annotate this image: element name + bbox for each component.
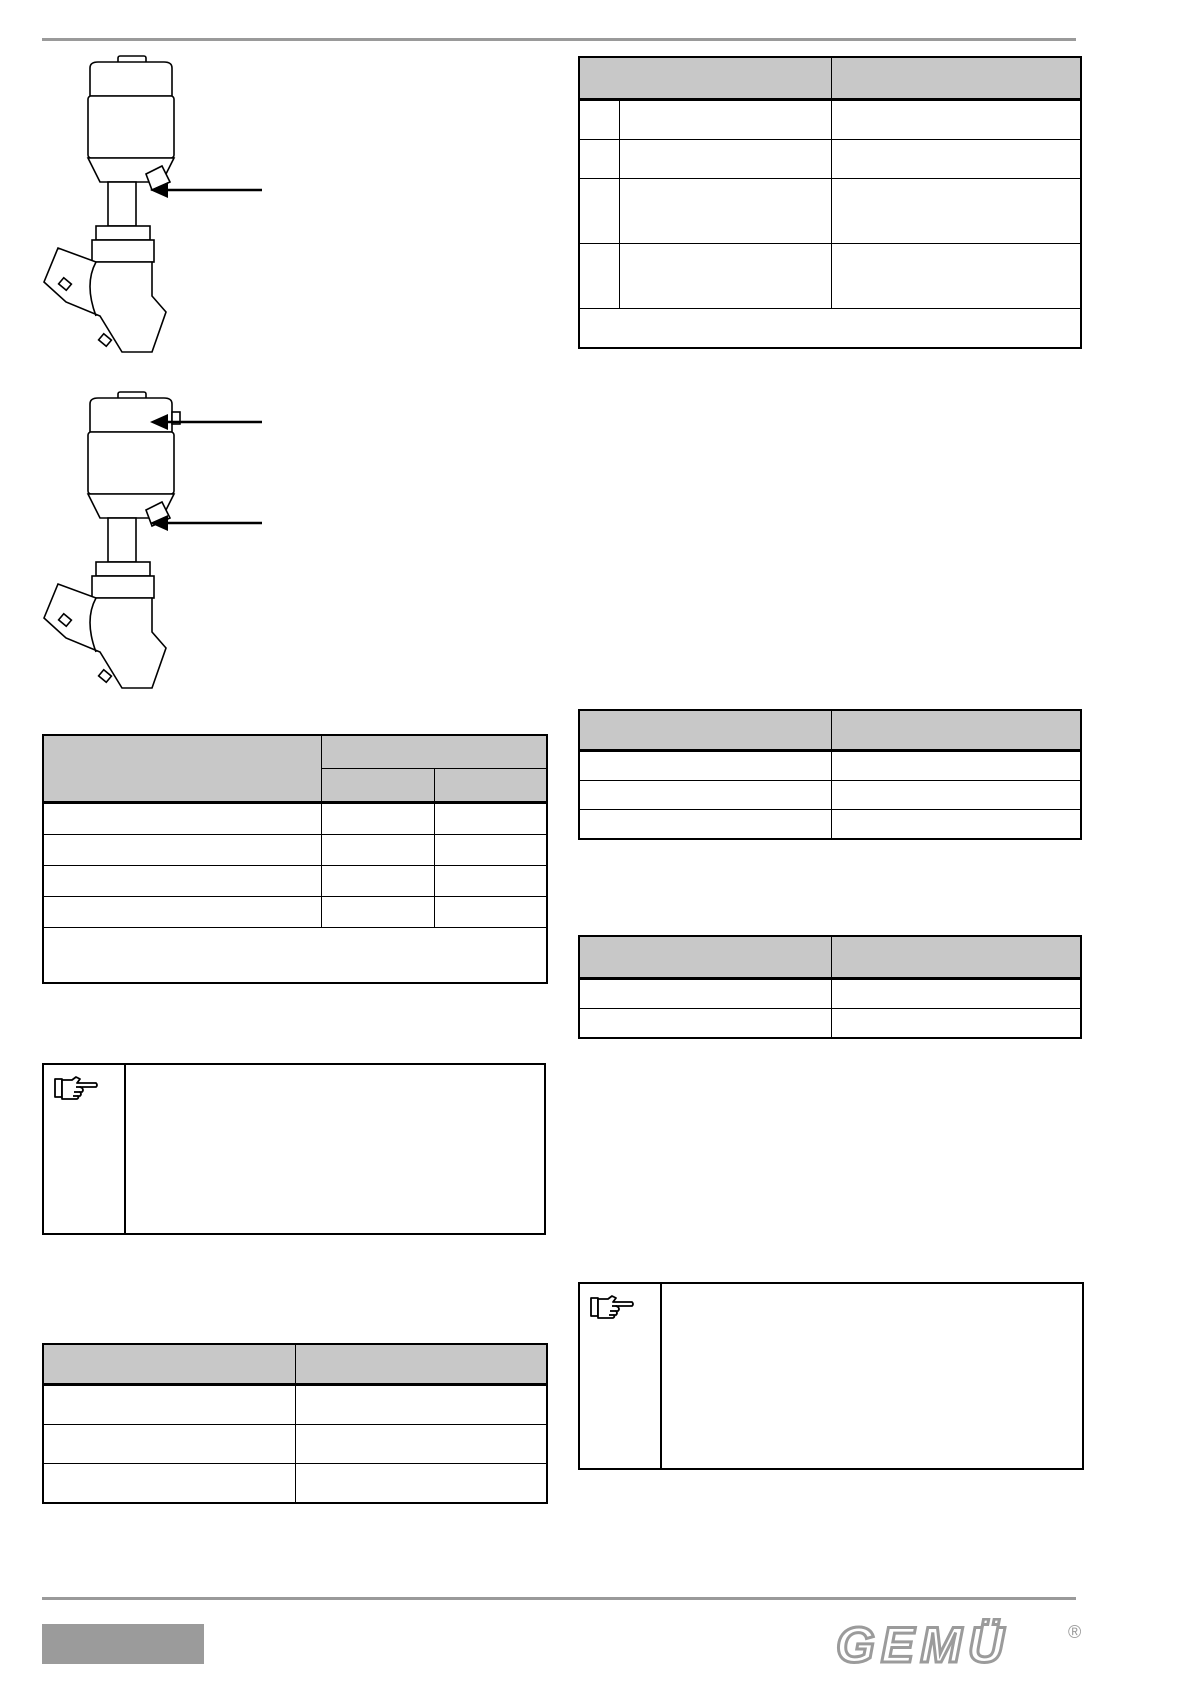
table-left-middle: [42, 734, 548, 984]
footer-rule: [42, 1597, 1076, 1600]
table-row: [43, 835, 547, 866]
note-icon-column: [44, 1065, 126, 1233]
valve-drawing-2: [40, 390, 270, 700]
table-header-cell: [831, 57, 1081, 100]
table-row: [43, 803, 547, 835]
note-box-left: [42, 1063, 546, 1235]
table-header-cell: [295, 1344, 547, 1385]
table-header-row: [43, 735, 547, 769]
table-row: [43, 1385, 547, 1425]
table-header-cell: [831, 710, 1081, 751]
table-header-cell: [43, 1344, 295, 1385]
table-row: [43, 1464, 547, 1504]
table-row: [579, 140, 1081, 179]
table-left-bottom: [42, 1343, 548, 1504]
arrow-left-icon: [150, 412, 262, 432]
table-right-top: [578, 56, 1082, 349]
arrow-left-icon: [150, 180, 262, 200]
table-header-cell: [434, 769, 547, 803]
registered-mark: ®: [1068, 1622, 1082, 1642]
arrow-left-icon: [150, 513, 262, 533]
table-right-lower: [578, 935, 1082, 1039]
logo-text: GEMÜ: [836, 1618, 1010, 1668]
valve-drawing-1: [40, 54, 270, 364]
table-row: [579, 244, 1081, 309]
table-row: [43, 866, 547, 897]
header-rule: [42, 38, 1076, 41]
note-box-right: [578, 1282, 1084, 1470]
table-row: [43, 1425, 547, 1464]
table-footer-row: [579, 309, 1081, 349]
table-row: [579, 100, 1081, 140]
table-header-cell: [43, 735, 321, 803]
note-icon-column: [580, 1284, 662, 1468]
table-row: [579, 810, 1081, 840]
table-row: [579, 781, 1081, 810]
gemu-logo: [836, 1618, 1088, 1668]
table-header-row: [579, 57, 1081, 100]
table-header-cell: [579, 710, 831, 751]
pointing-hand-icon: [590, 1294, 634, 1320]
table-header-cell: [321, 769, 434, 803]
table-header-row: [579, 936, 1081, 979]
table-header-cell: [321, 735, 547, 769]
table-header-cell: [831, 936, 1081, 979]
pointing-hand-icon: [54, 1075, 98, 1101]
table-header-row: [43, 1344, 547, 1385]
table-header-cell: [579, 57, 831, 100]
table-header-row: [579, 710, 1081, 751]
table-row: [579, 751, 1081, 781]
table-row: [579, 179, 1081, 244]
table-header-cell: [579, 936, 831, 979]
table-footer-row: [43, 928, 547, 984]
table-row: [579, 979, 1081, 1009]
table-right-middle: [578, 709, 1082, 840]
table-row: [579, 1009, 1081, 1039]
table-row: [43, 897, 547, 928]
page-number-tab: [42, 1624, 204, 1664]
